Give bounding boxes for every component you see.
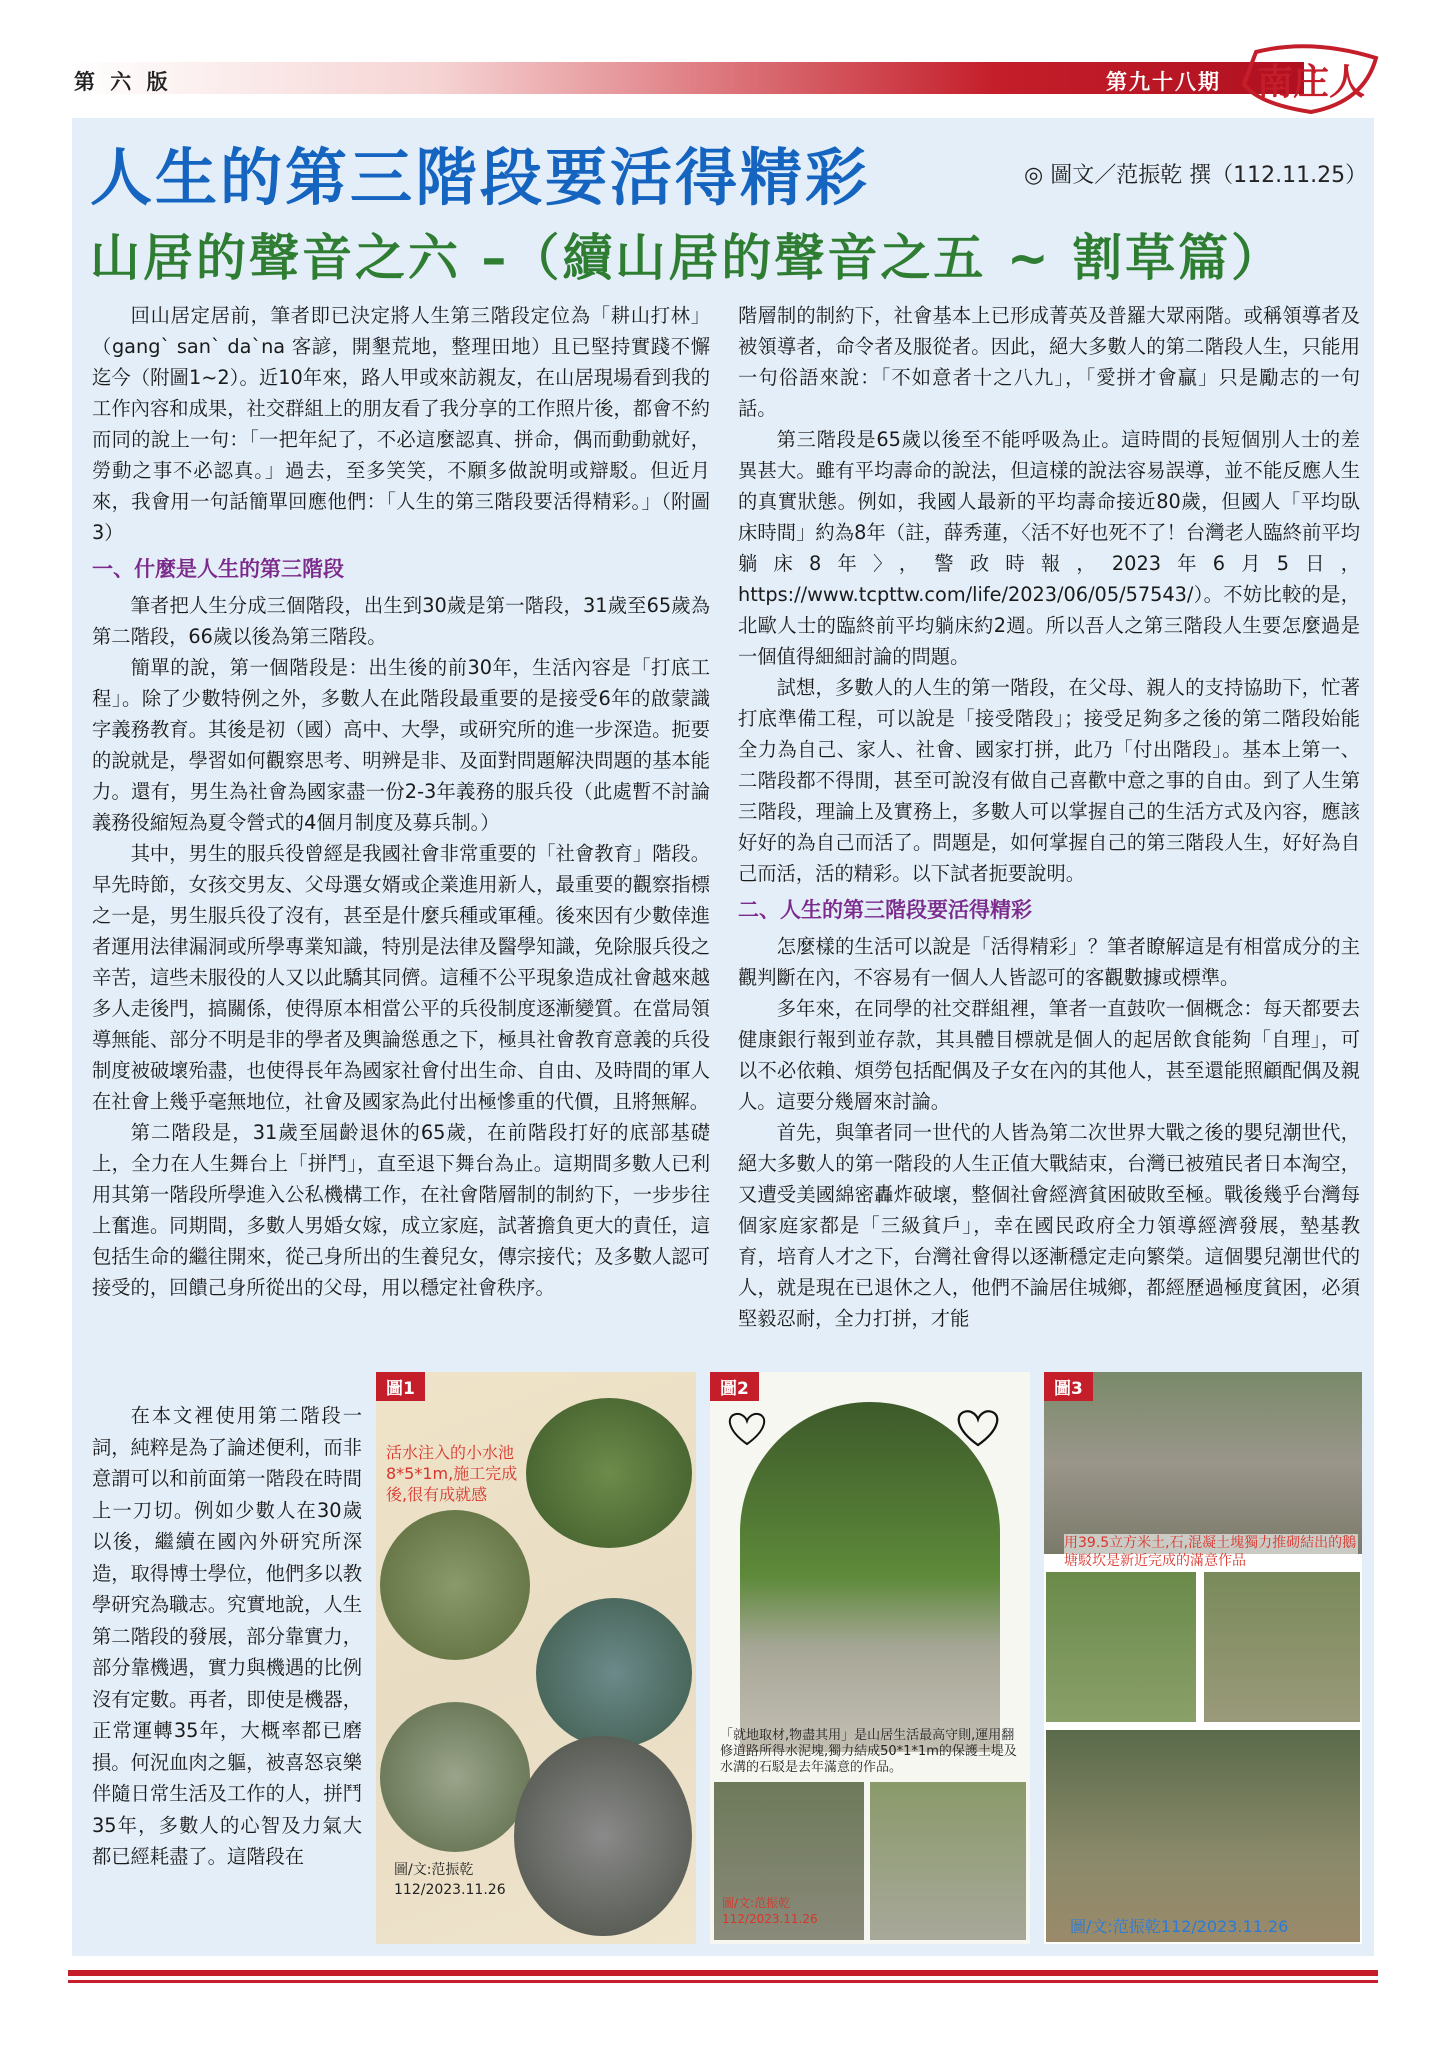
section-heading-1: 一、什麼是人生的第三階段 [92,557,344,581]
right-column [738,300,1360,1334]
pool-photo [536,1598,692,1748]
figure-1 [376,1372,696,1944]
photo-credit: 圖/文:范振乾 [394,1862,474,1878]
paragraph: 第二階段是，31歲至屆齡退休的65歲，在前階段打好的底部基礎上，全力在人生舞台上「拼鬥」，直至退下舞台為止。這期間多數人已利用其第一階段所學進入公私機構工作，在社會階層制的制約下，一步步往上奮進。同期間，多數人男婚女嫁，成立家庭，試著擔負更大的責任，這包括生命的繼往開來，從己身所出的生養兒女，傳宗接代；及多數人認可接受的，回饋己身所從出的父母，用以穩定社會秩序。 [92,1121,710,1299]
paragraph: 筆者把人生分成三個階段，出生到30歲是第一階段，31歲至65歲為第二階段，66歲以後為第三階段。 [92,594,710,648]
construction-photo [1204,1572,1360,1722]
footer-rule-thin [68,1980,1378,1983]
heart-icon [722,1402,772,1452]
drainage-photo [870,1782,1026,1940]
worker-photo [514,1736,692,1936]
paragraph: 怎麼樣的生活可以說是「活得精彩」？筆者瞭解這是有相當成分的主觀判斷在內，不容易有一個人人皆認可的客觀數據或標準。 [738,935,1360,989]
issue-number: 第九十八期 [1106,70,1221,94]
pond-wall-photo [1046,1730,1360,1942]
photo-credit-date: 112/2023.11.26 [722,1912,818,1926]
paragraph: 在本文裡使用第二階段一詞，純粹是為了論述便利，而非意謂可以和前面第一階段在時間上一刀切。例如少數人在30歲以後，繼續在國內外研究所深造，取得博士學位，他們多以教學研究為職志。究實地說，人生第二階段的發展，部分靠實力，部分靠機遇，實力與機遇的比例沒有定數。再者，即使是機器，正常運轉35年，大概率都已磨損。何況血肉之軀，被喜怒哀樂伴隨日常生活及工作的人，拼鬥35年，多數人的心智及力氣大都已經耗盡了。這階段在 [92,1404,362,1868]
figure-tag: 圖3 [1044,1372,1093,1401]
figure-tag: 圖1 [376,1372,425,1401]
photo-credit-date: 112/2023.11.26 [394,1882,506,1898]
pond-photo [526,1398,692,1548]
figure-caption: 用39.5立方米土,石,混凝土塊獨力推砌結出的鵝塘駁坎是新近完成的滿意作品 [1064,1535,1357,1569]
page-number: 第 六 版 [74,70,172,94]
figure-caption: 「就地取材,物盡其用」是山居生活最高守則,運用翻修道路所得水泥塊,獨力結成50*1*1m的保護土堤及水溝的石駁是去年滿意的作品。 [720,1728,1017,1775]
paragraph: 首先，與筆者同一世代的人皆為第二次世界大戰之後的嬰兒潮世代，絕大多數人的第一階段的人生正值大戰結束，台灣已被殖民者日本淘空，又遭受美國綿密轟炸破壞，整個社會經濟貧困破敗至極。戰後幾乎台灣每個家庭家都是「三級貧戶」，幸在國民政府全力領導經濟發展，墊基教育，培育人才之下，台灣社會得以逐漸穩定走向繁榮。這個嬰兒潮世代的人，就是現在已退休之人，他們不論居住城鄉，都經歷過極度貧困，必須堅毅忍耐，全力打拼，才能 [738,1121,1360,1330]
footer-rule [68,1970,1378,1976]
newspaper-logo [1236,44,1386,116]
paragraph: 階層制的制約下，社會基本上已形成菁英及普羅大眾兩階。或稱領導者及被領導者，命令者及服從者。因此，絕大多數人的第二階段人生，只能用一句俗語來說：「不如意者十之八九」，「愛拼才會贏」只是勵志的一句話。 [738,304,1360,420]
figure-3 [1044,1372,1362,1944]
article-byline: ◎ 圖文／范振乾 撰（112.11.25） [1024,163,1368,188]
figure-caption: 活水注入的小水池8*5*1m,施工完成後,很有成就感 [386,1443,518,1504]
article-title: 人生的第三階段要活得精彩 [90,141,871,214]
figure-tag: 圖2 [710,1372,759,1401]
photo-credit: 圖/文:范振乾 [722,1896,791,1910]
paragraph: 第三階段是65歲以後至不能呼吸為止。這時間的長短個別人士的差異甚大。雖有平均壽命的說法，但這樣的說法容易誤導，並不能反應人生的真實狀態。例如，我國人最新的平均壽命接近80歲，但國人「平均臥床時間」約為8年（註，薛秀蓮，〈活不好也死不了！台灣老人臨終前平均躺床8年〉，警政時報，2023年6月5日，https://www.tcpttw.com/life/2023/06/05/57543/）。不妨比較的是，北歐人士的臨終前平均躺床約2週。所以吾人之第三階段人生要怎麼過是一個值得細細討論的問題。 [738,428,1360,668]
photo-credit: 圖/文:范振乾112/2023.11.26 [1070,1917,1289,1936]
paragraph: 其中，男生的服兵役曾經是我國社會非常重要的「社會教育」階段。早先時節，女孩交男友、父母選女婿或企業進用新人，最重要的觀察指標之一是，男生服兵役了沒有，甚至是什麼兵種或軍種。後來因有少數倖進者運用法律漏洞或所學專業知識，特別是法律及醫學知識，免除服兵役之辛苦，這些未服役的人又以此驕其同儕。這種不公平現象造成社會越來越多人走後門，搞關係，使得原本相當公平的兵役制度逐漸變質。在當局領導無能、部分不明是非的學者及輿論慫恿之下，極具社會教育意義的兵役制度被破壞殆盡，也使得長年為國家社會付出生命、自由、及時間的軍人在社會上幾乎毫無地位，社會及國家為此付出極慘重的代價，且將無解。 [92,842,710,1113]
article-subtitle: 山居的聲音之六 –（續山居的聲音之五 ~ 割草篇） [90,229,1285,287]
paragraph: 多年來，在同學的社交群組裡，筆者一直鼓吹一個概念：每天都要去健康銀行報到並存款，其具體目標就是個人的起居飲食能夠「自理」，可以不必依賴、煩勞包括配偶及子女在內的其他人，甚至還能照顧配偶及親人。這要分幾層來討論。 [738,997,1360,1113]
narrow-column [92,1400,362,1873]
stonework-photo [380,1702,530,1852]
construction-photo [1046,1572,1196,1722]
paragraph: 回山居定居前，筆者即已決定將人生第三階段定位為「耕山打林」（gang` san` da`na 客諺，開墾荒地，整理田地）且已堅持實踐不懈迄今（附圖1~2）。近10年來，路人甲或來訪親友，在山居現場看到我的工作內容和成果，社交群組上的朋友看了我分享的工作照片後，都會不約而同的說上一句：「一把年紀了，不必這麼認真、拼命，偶而動動就好，勞動之事不必認真。」過去，至多笑笑，不願多做說明或辯駁。但近月來，我會用一句話簡單回應他們：「人生的第三階段要活得精彩。」（附圖3） [92,304,710,544]
logo-text: 南庄人 [1256,61,1366,103]
paragraph: 試想，多數人的人生的第一階段，在父母、親人的支持協助下，忙著打底準備工程，可以說是「接受階段」；接受足夠多之後的第二階段始能全力為自己、家人、社會、國家打拼，此乃「付出階段」。基本上第一、二階段都不得閒，甚至可說沒有做自己喜歡中意之事的自由。到了人生第三階段，理論上及實務上，多數人可以掌握自己的生活方式及內容，應該好好的為自己而活了。問題是，如何掌握自己的第三階段人生，好好為自己而活，活的精彩。以下試者扼要說明。 [738,676,1360,885]
section-heading-2: 二、人生的第三階段要活得精彩 [738,898,1032,922]
left-column [92,300,710,1303]
paragraph: 簡單的說，第一個階段是：出生後的前30年，生活內容是「打底工程」。除了少數特例之外，多數人在此階段最重要的是接受6年的啟蒙識字義務教育。其後是初（國）高中、大學，或研究所的進一步深造。扼要的說就是，學習如何觀察思考、明辨是非、及面對問題解決問題的基本能力。還有，男生為社會為國家盡一份2-3年義務的服兵役（此處暫不討論義務役縮短為夏令營式的4個月制度及募兵制。） [92,656,710,834]
construction-photo [380,1510,530,1660]
stone-path-photo [740,1402,1000,1752]
figure-2 [710,1372,1030,1944]
